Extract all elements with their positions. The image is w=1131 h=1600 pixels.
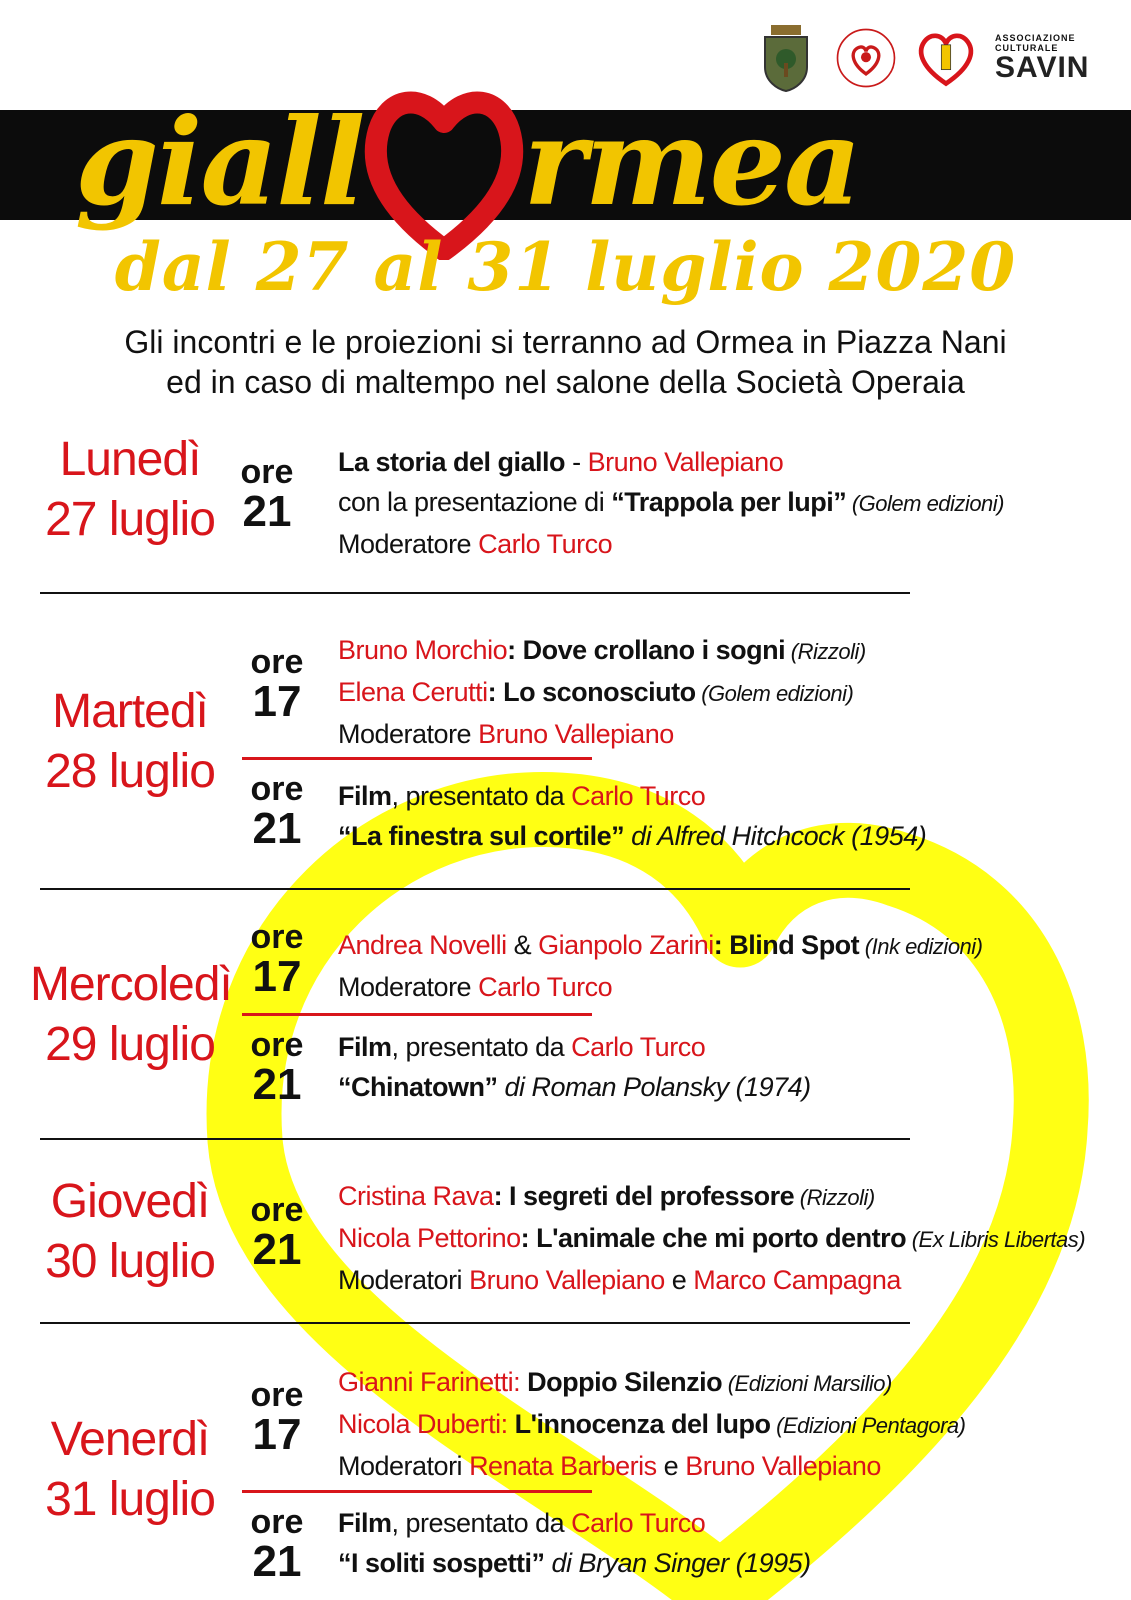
savin-logo (995, 23, 1095, 93)
text: Bruno Vallepiano (587, 447, 784, 477)
title-heart-icon (363, 88, 523, 238)
text: & (506, 930, 539, 960)
divider (40, 1322, 910, 1324)
text: Bruno Vallepiano (478, 719, 674, 749)
text: Moderatori (338, 1265, 470, 1295)
hour: 17 (252, 1410, 302, 1459)
text: , presentato da (391, 1508, 572, 1538)
text: (Edizioni Marsilio) (722, 1371, 892, 1396)
text: (Golem edizioni) (695, 681, 854, 706)
text: (Ink edizioni) (859, 934, 983, 959)
text: Film (338, 1508, 392, 1538)
text: : L'animale che mi porto dentro (520, 1223, 907, 1253)
time-e7 (242, 1378, 312, 1458)
day-date: 28 luglio (45, 745, 215, 798)
text: Moderatori (338, 1451, 470, 1481)
text: “La finestra sul cortile” (338, 821, 625, 851)
event-e1 (338, 442, 1128, 564)
ore-label: ore (250, 1503, 304, 1541)
text: Nicola Pettorino (338, 1223, 521, 1253)
event-e3 (338, 776, 1128, 856)
sponsor-logos (755, 18, 1095, 98)
text: (Rizzoli) (794, 1185, 875, 1210)
day-date: 30 luglio (45, 1235, 215, 1288)
day-date: 27 luglio (45, 493, 215, 546)
heart-emblem-icon (915, 23, 977, 93)
text: di Roman Polansky (1974) (497, 1072, 811, 1102)
day-friday (30, 1410, 230, 1530)
ore-label: ore (250, 918, 304, 956)
intro-line-1: Gli incontri e le proiezioni si terranno ad Ormea in Piazza Nani (124, 324, 1007, 360)
day-tuesday (30, 682, 230, 802)
event-e8 (338, 1503, 1128, 1583)
text: (Edizioni Pentagora) (770, 1413, 966, 1438)
text: Moderatore (338, 529, 479, 559)
text: Renata Barberis (469, 1451, 657, 1481)
event-e6 (338, 1176, 1128, 1300)
text: Gianni Farinetti: (338, 1367, 521, 1397)
time-e5 (242, 1028, 312, 1108)
text: Bruno Vallepiano (685, 1451, 881, 1481)
text: , presentato da (391, 781, 572, 811)
text: : I segreti del professore (493, 1181, 795, 1211)
text: Film (338, 781, 392, 811)
ulmeta-logo-icon (835, 23, 897, 93)
hour: 17 (252, 677, 302, 726)
time-e6 (242, 1193, 312, 1273)
day-monday (30, 430, 230, 550)
text: Doppio Silenzio (520, 1367, 723, 1397)
text: Carlo Turco (571, 781, 706, 811)
page-title (75, 88, 860, 238)
day-wednesday (30, 955, 230, 1075)
time-e8 (242, 1505, 312, 1585)
text: con la presentazione di (338, 487, 612, 517)
text: , presentato da (391, 1032, 572, 1062)
hour: 21 (252, 1225, 302, 1274)
text: Carlo Turco (571, 1508, 706, 1538)
ore-label: ore (250, 1026, 304, 1064)
hour: 21 (252, 1537, 302, 1586)
text: e (656, 1451, 686, 1481)
time-e3 (242, 772, 312, 852)
text: Elena Cerutti (338, 677, 488, 707)
text: Andrea Novelli (338, 930, 507, 960)
text: (Golem edizioni) (846, 491, 1004, 516)
text: Cristina Rava (338, 1181, 494, 1211)
text: Carlo Turco (478, 972, 613, 1002)
time-e4 (242, 920, 312, 1000)
text: : Dove crollano i sogni (507, 635, 786, 665)
savin-subtitle: ASSOCIAZIONE CULTURALE (995, 33, 1076, 53)
text: Moderatore (338, 719, 479, 749)
day-thursday (30, 1172, 230, 1292)
text: Moderatore (338, 972, 479, 1002)
text: di Bryan Singer (1995) (544, 1548, 811, 1578)
ore-label: ore (250, 1191, 304, 1229)
text: La storia del giallo (338, 447, 566, 477)
text: - (565, 447, 588, 477)
red-divider (242, 757, 592, 760)
text: Gianpolo Zarini (538, 930, 714, 960)
text: L'innocenza del lupo (507, 1409, 771, 1439)
event-e5 (338, 1027, 1128, 1107)
municipal-crest-icon (755, 23, 817, 93)
day-weekday: Giovedì (50, 1175, 210, 1228)
red-divider (242, 1013, 592, 1016)
hour: 21 (252, 804, 302, 853)
day-weekday: Mercoledì (30, 958, 232, 1011)
ore-label: ore (250, 1376, 304, 1414)
savin-name: SAVIN (995, 51, 1090, 84)
text: “Trappola per lupi” (611, 487, 847, 517)
day-date: 31 luglio (45, 1473, 215, 1526)
text: : Blind Spot (713, 930, 860, 960)
event-e7 (338, 1362, 1128, 1486)
hour: 21 (242, 487, 292, 536)
intro-line-2: ed in caso di maltempo nel salone della Società Operaia (166, 364, 965, 400)
divider (40, 1138, 910, 1140)
text: Marco Campagna (693, 1265, 901, 1295)
text: : Lo sconosciuto (487, 677, 696, 707)
divider (40, 888, 910, 890)
day-weekday: Martedì (52, 685, 208, 738)
event-dates: dal 27 al 31 luglio 2020 (114, 228, 1017, 306)
event-e4 (338, 925, 1128, 1007)
day-weekday: Lunedì (59, 433, 201, 486)
hour: 21 (252, 1060, 302, 1109)
ore-label: ore (240, 453, 294, 491)
event-e2 (338, 630, 1128, 754)
time-e1 (232, 455, 302, 535)
ore-label: ore (250, 643, 304, 681)
text: Film (338, 1032, 392, 1062)
title-right: rmea (523, 92, 860, 233)
text: Nicola Duberti: (338, 1409, 508, 1439)
divider (40, 592, 910, 594)
text: (Ex Libris Libertas) (906, 1227, 1086, 1252)
red-divider (242, 1490, 592, 1493)
text: Bruno Vallepiano (469, 1265, 665, 1295)
hour: 17 (252, 952, 302, 1001)
intro-text (0, 322, 1131, 402)
text: Bruno Morchio (338, 635, 508, 665)
ore-label: ore (250, 770, 304, 808)
text: Carlo Turco (478, 529, 613, 559)
text: “Chinatown” (338, 1072, 498, 1102)
text: “I soliti sospetti” (338, 1548, 545, 1578)
title-left: giall (75, 92, 364, 233)
text: (Rizzoli) (785, 639, 866, 664)
text: e (664, 1265, 694, 1295)
text: di Alfred Hitchcock (1954) (624, 821, 927, 851)
time-e2 (242, 645, 312, 725)
day-weekday: Venerdì (50, 1413, 210, 1466)
day-date: 29 luglio (45, 1018, 215, 1071)
text: Carlo Turco (571, 1032, 706, 1062)
